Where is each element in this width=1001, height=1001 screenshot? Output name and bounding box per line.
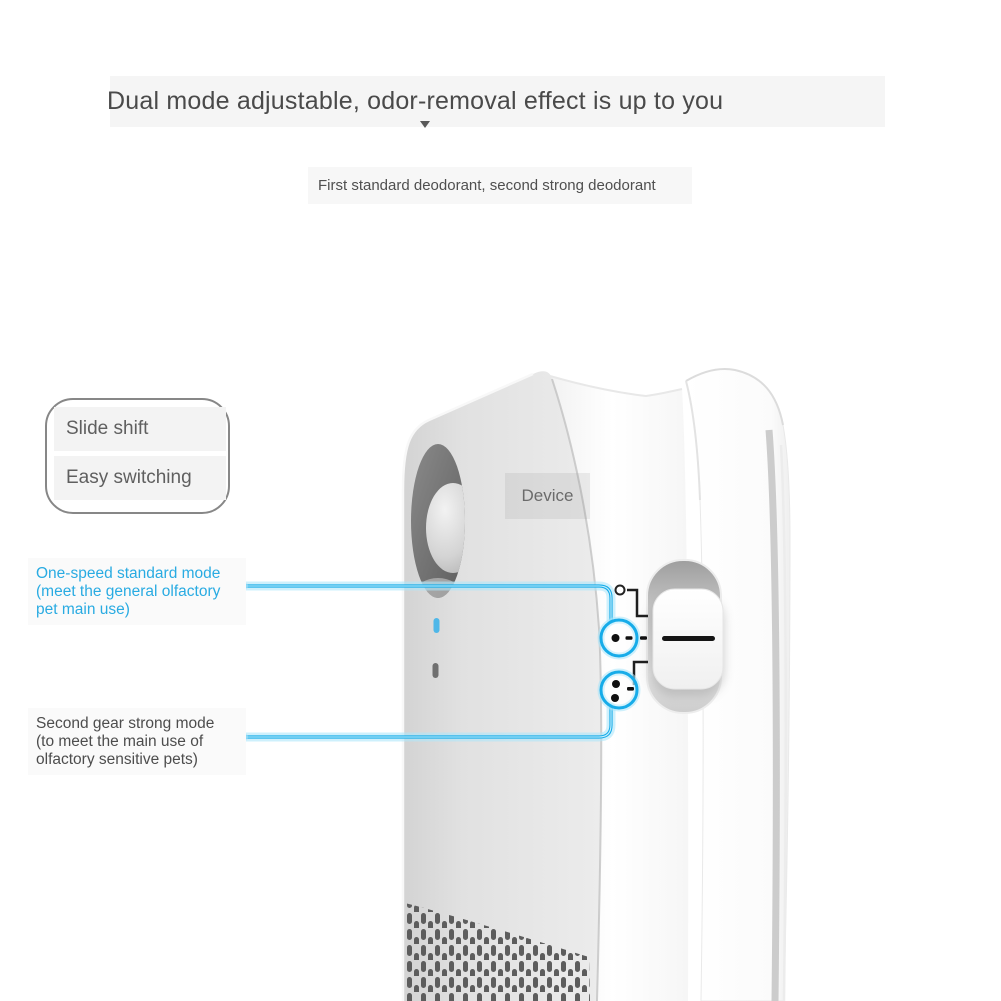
bubble-line-2: Easy switching (66, 467, 192, 488)
bubble-row-easy-switching (54, 456, 226, 500)
page-title: Dual mode adjustable, odor-removal effect is up to you (107, 87, 724, 115)
feature-bubble (45, 398, 230, 514)
callout-strong-line-3: olfactory sensitive pets) (36, 751, 198, 768)
header-banner (107, 76, 885, 127)
callout-standard-line-3: pet main use) (36, 601, 130, 618)
stray-mark (420, 121, 430, 128)
led-indicator-blue (434, 618, 440, 633)
callout-standard-line-2: (meet the general olfactory (36, 583, 221, 600)
off-position-marker (616, 586, 625, 595)
mode2-indicator-circle (601, 672, 637, 708)
callout-standard-mode (28, 558, 246, 625)
subtitle-banner (308, 167, 692, 204)
callout-strong-line-1: Second gear strong mode (36, 715, 215, 732)
knob-grip-line (662, 636, 715, 641)
callout-strong-mode (28, 708, 246, 775)
mode2-dot-1 (612, 680, 620, 688)
device-label-text: Device (521, 486, 574, 505)
bubble-line-1: Slide shift (66, 418, 149, 439)
device-label (505, 473, 590, 519)
callout-standard-line-1: One-speed standard mode (36, 565, 221, 582)
callout-strong-line-2: (to meet the main use of (36, 733, 204, 750)
slide-switch (647, 560, 724, 713)
led-indicator-gray (433, 663, 439, 678)
subtitle-text: First standard deodorant, second strong deodorant (318, 177, 656, 194)
bubble-row-slide-shift (54, 407, 226, 451)
mode1-dot (612, 634, 620, 642)
mode2-dot-2 (611, 694, 619, 702)
